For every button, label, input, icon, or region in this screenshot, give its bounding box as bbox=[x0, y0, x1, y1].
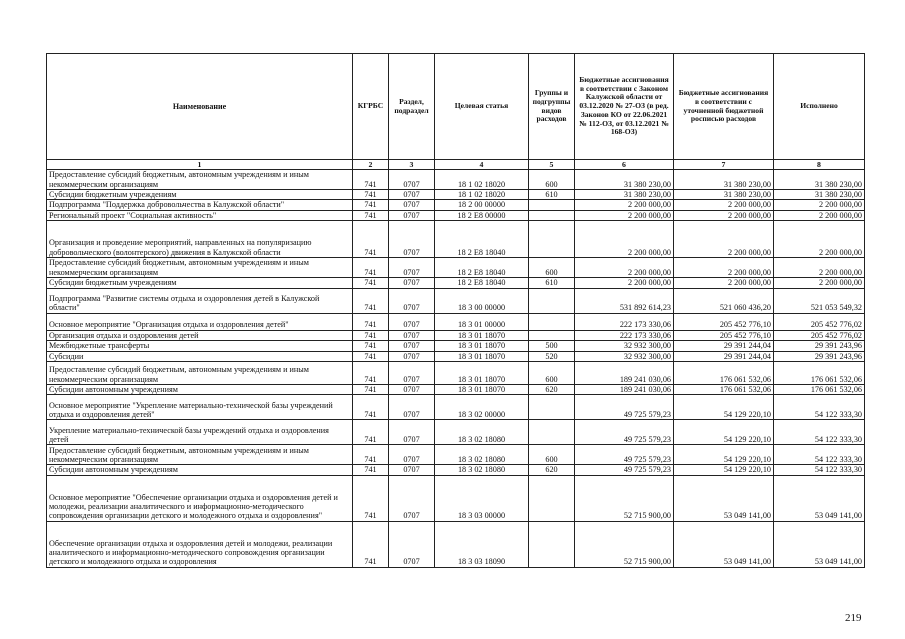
header-name: Наименование bbox=[47, 54, 353, 160]
table-row bbox=[47, 395, 865, 420]
row-razdel: 0707 bbox=[389, 341, 435, 351]
header-assign-law: Бюджетные ассигнования в соответствии с Законом Калужской области от 03.12.2020 № 27-ОЗ (в ред. Законов КО от 22.06.2021 № 112-ОЗ, от 03.12.2021 № 168-ОЗ) bbox=[575, 54, 674, 160]
row-assign-refined: 54 129 220,10 bbox=[674, 465, 774, 475]
row-kgrbs: 741 bbox=[353, 330, 389, 340]
row-kgrbs: 741 bbox=[353, 351, 389, 361]
row-kgrbs: 741 bbox=[353, 465, 389, 475]
table-row bbox=[47, 313, 865, 330]
row-statya: 18 2 E8 18040 bbox=[435, 258, 529, 278]
table-body bbox=[47, 170, 865, 568]
table-row bbox=[47, 190, 865, 200]
row-assign-law: 49 725 579,23 bbox=[575, 465, 674, 475]
row-razdel: 0707 bbox=[389, 190, 435, 200]
row-vid bbox=[529, 288, 575, 313]
row-kgrbs: 741 bbox=[353, 445, 389, 465]
row-vid bbox=[529, 200, 575, 210]
row-statya: 18 3 01 18070 bbox=[435, 330, 529, 340]
row-assign-refined: 2 200 000,00 bbox=[674, 210, 774, 220]
row-statya: 18 3 01 18070 bbox=[435, 351, 529, 361]
row-vid bbox=[529, 210, 575, 220]
row-name: Субсидии автономным учреждениям bbox=[47, 384, 353, 394]
column-number: 5 bbox=[529, 160, 575, 170]
row-kgrbs: 741 bbox=[353, 190, 389, 200]
table-row bbox=[47, 210, 865, 220]
table-row bbox=[47, 361, 865, 384]
row-executed: 176 061 532,06 bbox=[774, 361, 865, 384]
row-name: Субсидии автономным учреждениям bbox=[47, 465, 353, 475]
row-kgrbs: 741 bbox=[353, 288, 389, 313]
row-razdel: 0707 bbox=[389, 361, 435, 384]
row-vid: 600 bbox=[529, 170, 575, 190]
row-name: Предоставление субсидий бюджетным, автономным учреждениям и иным некоммерческим организациям bbox=[47, 170, 353, 190]
row-vid: 600 bbox=[529, 445, 575, 465]
row-assign-law: 222 173 330,06 bbox=[575, 313, 674, 330]
row-assign-refined: 54 129 220,10 bbox=[674, 445, 774, 465]
row-vid: 500 bbox=[529, 341, 575, 351]
row-statya: 18 3 00 00000 bbox=[435, 288, 529, 313]
row-razdel: 0707 bbox=[389, 351, 435, 361]
row-executed: 2 200 000,00 bbox=[774, 278, 865, 288]
row-executed: 2 200 000,00 bbox=[774, 258, 865, 278]
row-kgrbs: 741 bbox=[353, 384, 389, 394]
row-statya: 18 3 01 18070 bbox=[435, 361, 529, 384]
table-row bbox=[47, 445, 865, 465]
row-vid bbox=[529, 475, 575, 521]
row-kgrbs: 741 bbox=[353, 200, 389, 210]
row-vid: 600 bbox=[529, 258, 575, 278]
row-vid bbox=[529, 330, 575, 340]
budget-sheet bbox=[46, 53, 864, 568]
header-vid: Группы и подгруппы видов расходов bbox=[529, 54, 575, 160]
row-statya: 18 3 03 00000 bbox=[435, 475, 529, 521]
header-assign-refined: Бюджетные ассигнования в соответствии с уточненной бюджетной росписью расходов bbox=[674, 54, 774, 160]
table-row bbox=[47, 351, 865, 361]
row-executed: 2 200 000,00 bbox=[774, 221, 865, 258]
header-kgrbs: КГРБС bbox=[353, 54, 389, 160]
row-name: Организация и проведение мероприятий, направленных на популяризацию добровольческого (волонтерского) движения в Калужской области bbox=[47, 221, 353, 258]
row-assign-law: 189 241 030,06 bbox=[575, 361, 674, 384]
row-executed: 54 122 333,30 bbox=[774, 420, 865, 445]
row-name: Основное мероприятие "Обеспечение организации отдыха и оздоровления детей и молодежи, реализации аналитического и информационно-методического сопровождения организации детского и молодежного отдыха и оздоровления" bbox=[47, 475, 353, 521]
column-number: 4 bbox=[435, 160, 529, 170]
row-statya: 18 3 01 00000 bbox=[435, 313, 529, 330]
row-assign-refined: 53 049 141,00 bbox=[674, 475, 774, 521]
row-statya: 18 2 00 00000 bbox=[435, 200, 529, 210]
row-assign-law: 2 200 000,00 bbox=[575, 278, 674, 288]
row-vid bbox=[529, 221, 575, 258]
row-assign-refined: 2 200 000,00 bbox=[674, 221, 774, 258]
row-assign-refined: 176 061 532,06 bbox=[674, 361, 774, 384]
row-vid bbox=[529, 395, 575, 420]
row-executed: 53 049 141,00 bbox=[774, 521, 865, 567]
row-executed: 29 391 243,96 bbox=[774, 341, 865, 351]
row-assign-law: 2 200 000,00 bbox=[575, 210, 674, 220]
row-assign-refined: 54 129 220,10 bbox=[674, 395, 774, 420]
row-executed: 205 452 776,02 bbox=[774, 313, 865, 330]
row-razdel: 0707 bbox=[389, 288, 435, 313]
row-assign-refined: 2 200 000,00 bbox=[674, 258, 774, 278]
row-name: Подпрограмма "Поддержка добровольчества в Калужской области" bbox=[47, 200, 353, 210]
header-razdel: Раздел, подраздел bbox=[389, 54, 435, 160]
table-row bbox=[47, 475, 865, 521]
row-kgrbs: 741 bbox=[353, 341, 389, 351]
row-name: Обеспечение организации отдыха и оздоровления детей и молодежи, реализации аналитического и информационно-методического сопровождения организации детского и молодежного отдыха и оздоровления bbox=[47, 521, 353, 567]
row-executed: 2 200 000,00 bbox=[774, 200, 865, 210]
row-assign-law: 49 725 579,23 bbox=[575, 445, 674, 465]
row-razdel: 0707 bbox=[389, 221, 435, 258]
row-name: Субсидии бюджетным учреждениям bbox=[47, 278, 353, 288]
row-assign-refined: 53 049 141,00 bbox=[674, 521, 774, 567]
row-razdel: 0707 bbox=[389, 395, 435, 420]
column-number: 6 bbox=[575, 160, 674, 170]
row-kgrbs: 741 bbox=[353, 313, 389, 330]
row-razdel: 0707 bbox=[389, 210, 435, 220]
row-razdel: 0707 bbox=[389, 465, 435, 475]
row-name: Организация отдыха и оздоровления детей bbox=[47, 330, 353, 340]
table-row bbox=[47, 258, 865, 278]
table-row bbox=[47, 420, 865, 445]
row-assign-refined: 29 391 244,04 bbox=[674, 341, 774, 351]
table-row bbox=[47, 288, 865, 313]
header-executed: Исполнено bbox=[774, 54, 865, 160]
row-assign-refined: 54 129 220,10 bbox=[674, 420, 774, 445]
row-kgrbs: 741 bbox=[353, 420, 389, 445]
row-statya: 18 2 E8 00000 bbox=[435, 210, 529, 220]
row-executed: 31 380 230,00 bbox=[774, 170, 865, 190]
budget-table bbox=[46, 53, 865, 568]
row-assign-law: 31 380 230,00 bbox=[575, 190, 674, 200]
row-razdel: 0707 bbox=[389, 313, 435, 330]
row-name: Субсидии бюджетным учреждениям bbox=[47, 190, 353, 200]
column-number-row bbox=[47, 160, 865, 170]
row-kgrbs: 741 bbox=[353, 361, 389, 384]
row-statya: 18 2 E8 18040 bbox=[435, 221, 529, 258]
row-statya: 18 3 02 00000 bbox=[435, 395, 529, 420]
table-row bbox=[47, 330, 865, 340]
row-kgrbs: 741 bbox=[353, 221, 389, 258]
row-kgrbs: 741 bbox=[353, 258, 389, 278]
row-assign-refined: 176 061 532,06 bbox=[674, 384, 774, 394]
column-number: 2 bbox=[353, 160, 389, 170]
row-vid: 610 bbox=[529, 190, 575, 200]
row-assign-law: 49 725 579,23 bbox=[575, 395, 674, 420]
table-header bbox=[47, 54, 865, 170]
column-number: 7 bbox=[674, 160, 774, 170]
row-vid: 620 bbox=[529, 465, 575, 475]
column-number: 3 bbox=[389, 160, 435, 170]
row-executed: 54 122 333,30 bbox=[774, 445, 865, 465]
row-statya: 18 3 02 18080 bbox=[435, 420, 529, 445]
table-row bbox=[47, 221, 865, 258]
row-statya: 18 3 03 18090 bbox=[435, 521, 529, 567]
row-kgrbs: 741 bbox=[353, 521, 389, 567]
row-kgrbs: 741 bbox=[353, 210, 389, 220]
row-razdel: 0707 bbox=[389, 475, 435, 521]
row-kgrbs: 741 bbox=[353, 395, 389, 420]
row-razdel: 0707 bbox=[389, 445, 435, 465]
row-executed: 2 200 000,00 bbox=[774, 210, 865, 220]
table-row bbox=[47, 278, 865, 288]
row-assign-refined: 2 200 000,00 bbox=[674, 278, 774, 288]
row-executed: 176 061 532,06 bbox=[774, 384, 865, 394]
row-statya: 18 3 02 18080 bbox=[435, 465, 529, 475]
row-statya: 18 3 01 18070 bbox=[435, 384, 529, 394]
row-assign-refined: 2 200 000,00 bbox=[674, 200, 774, 210]
row-razdel: 0707 bbox=[389, 330, 435, 340]
row-assign-law: 32 932 300,00 bbox=[575, 351, 674, 361]
page-number: 219 bbox=[845, 612, 862, 624]
row-vid: 620 bbox=[529, 384, 575, 394]
row-vid bbox=[529, 420, 575, 445]
row-kgrbs: 741 bbox=[353, 170, 389, 190]
header-row bbox=[47, 54, 865, 160]
row-assign-law: 189 241 030,06 bbox=[575, 384, 674, 394]
row-kgrbs: 741 bbox=[353, 475, 389, 521]
row-kgrbs: 741 bbox=[353, 278, 389, 288]
row-assign-law: 531 892 614,23 bbox=[575, 288, 674, 313]
row-name: Укрепление материально-технической базы учреждений отдыха и оздоровления детей bbox=[47, 420, 353, 445]
row-razdel: 0707 bbox=[389, 200, 435, 210]
row-assign-law: 31 380 230,00 bbox=[575, 170, 674, 190]
row-assign-law: 49 725 579,23 bbox=[575, 420, 674, 445]
row-assign-law: 222 173 330,06 bbox=[575, 330, 674, 340]
row-statya: 18 1 02 18020 bbox=[435, 170, 529, 190]
table-row bbox=[47, 384, 865, 394]
row-executed: 53 049 141,00 bbox=[774, 475, 865, 521]
row-assign-law: 2 200 000,00 bbox=[575, 200, 674, 210]
row-executed: 31 380 230,00 bbox=[774, 190, 865, 200]
row-name: Предоставление субсидий бюджетным, автономным учреждениям и иным некоммерческим организациям bbox=[47, 445, 353, 465]
row-assign-refined: 31 380 230,00 bbox=[674, 190, 774, 200]
row-razdel: 0707 bbox=[389, 258, 435, 278]
row-name: Межбюджетные трансферты bbox=[47, 341, 353, 351]
row-statya: 18 3 02 18080 bbox=[435, 445, 529, 465]
table-row bbox=[47, 521, 865, 567]
row-vid: 610 bbox=[529, 278, 575, 288]
column-number: 8 bbox=[774, 160, 865, 170]
table-row bbox=[47, 465, 865, 475]
row-assign-refined: 29 391 244,04 bbox=[674, 351, 774, 361]
row-name: Региональный проект "Социальная активность" bbox=[47, 210, 353, 220]
row-assign-law: 52 715 900,00 bbox=[575, 475, 674, 521]
row-name: Предоставление субсидий бюджетным, автономным учреждениям и иным некоммерческим организациям bbox=[47, 361, 353, 384]
row-vid bbox=[529, 313, 575, 330]
row-executed: 521 053 549,32 bbox=[774, 288, 865, 313]
row-vid: 600 bbox=[529, 361, 575, 384]
row-assign-refined: 205 452 776,10 bbox=[674, 313, 774, 330]
row-razdel: 0707 bbox=[389, 170, 435, 190]
row-assign-law: 2 200 000,00 bbox=[575, 258, 674, 278]
row-assign-law: 32 932 300,00 bbox=[575, 341, 674, 351]
table-row bbox=[47, 170, 865, 190]
row-name: Подпрограмма "Развитие системы отдыха и оздоровления детей в Калужской области" bbox=[47, 288, 353, 313]
row-razdel: 0707 bbox=[389, 384, 435, 394]
row-statya: 18 1 02 18020 bbox=[435, 190, 529, 200]
table-row bbox=[47, 200, 865, 210]
row-assign-refined: 31 380 230,00 bbox=[674, 170, 774, 190]
row-assign-refined: 205 452 776,10 bbox=[674, 330, 774, 340]
row-assign-law: 52 715 900,00 bbox=[575, 521, 674, 567]
table-row bbox=[47, 341, 865, 351]
row-assign-law: 2 200 000,00 bbox=[575, 221, 674, 258]
row-razdel: 0707 bbox=[389, 521, 435, 567]
row-statya: 18 3 01 18070 bbox=[435, 341, 529, 351]
row-executed: 54 122 333,30 bbox=[774, 465, 865, 475]
row-executed: 205 452 776,02 bbox=[774, 330, 865, 340]
row-vid: 520 bbox=[529, 351, 575, 361]
row-name: Основное мероприятие "Укрепление материально-технической базы учреждений отдыха и оздоровления детей" bbox=[47, 395, 353, 420]
row-razdel: 0707 bbox=[389, 278, 435, 288]
header-statya: Целевая статья bbox=[435, 54, 529, 160]
row-name: Субсидии bbox=[47, 351, 353, 361]
row-statya: 18 2 E8 18040 bbox=[435, 278, 529, 288]
row-vid bbox=[529, 521, 575, 567]
row-assign-refined: 521 060 436,20 bbox=[674, 288, 774, 313]
row-name: Предоставление субсидий бюджетным, автономным учреждениям и иным некоммерческим организациям bbox=[47, 258, 353, 278]
row-executed: 29 391 243,96 bbox=[774, 351, 865, 361]
row-executed: 54 122 333,30 bbox=[774, 395, 865, 420]
row-name: Основное мероприятие "Организация отдыха и оздоровления детей" bbox=[47, 313, 353, 330]
row-razdel: 0707 bbox=[389, 420, 435, 445]
column-number: 1 bbox=[47, 160, 353, 170]
